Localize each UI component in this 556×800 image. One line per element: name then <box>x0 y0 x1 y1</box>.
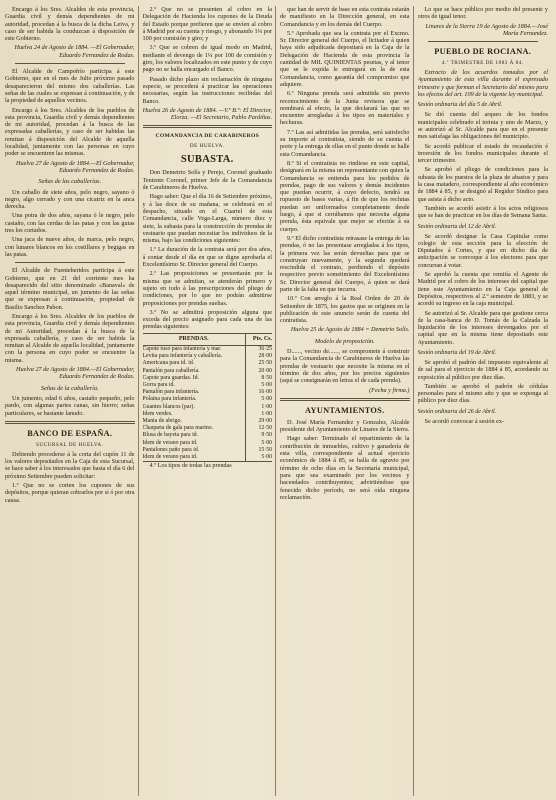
column-container <box>5 6 551 796</box>
paragraph: Un caballo de siete años, pelo negro, sayano ó negro, algo cerrado y con una cicatriz en la anca derecha. <box>5 188 135 211</box>
table-cell-item: Guantes blancos (par). <box>142 403 195 410</box>
paragraph: D. José María Fernandez y Gonzalez, Alcalde presidente del Ayuntamiento de Linares de la Sierra. <box>280 418 410 434</box>
paragraph: 3.º No se admitirá proposición alguna que exceda del precio asignado para cada una de las prendas siguientes: <box>142 308 272 331</box>
paragraph: 4.º Los tipos de todas las prendas <box>149 462 232 470</box>
paragraph: 2.º Las proposiciones se presentarán por la misma que se admitan, se atenderán primero y sujeto en todo á las prescripciones del pliego de condiciones, por lo que no podrán admitirse proposiciones por prendas sueltas. <box>142 270 272 307</box>
paragraph: Pasado dicho plazo sin reclamación de ninguna especie, se procederá á practicar las operaciones necesarias, según las instrucciones recibidas del Banco. <box>142 75 272 105</box>
table-body <box>143 345 273 461</box>
section-subtitle: 4.º TRIMESTRE DE 1883 Á 84. <box>441 60 524 67</box>
section-heading: AYUNTAMIENTOS. <box>305 405 385 415</box>
section-subtitle: DE HUELVA. <box>189 143 225 150</box>
table-row <box>143 411 273 418</box>
paragraph: Debiendo procederse á la corta del cupón 11 de los valores depositados en la Caja de esta Sucursal, se hace saber á los interesados que hasta el día 6 del próximo Setiembre pueden solicitar: <box>5 450 135 480</box>
paragraph: Don Demetrio Solís y Perejo, Coronel graduado Teniente Coronel, primer Jefe de la Comandancia de Carabineros de Huelva. <box>142 169 272 192</box>
table-row <box>143 345 273 353</box>
session-heading: Sesión ordinaria del 19 de Abril. <box>417 349 497 356</box>
section-subtitle: SUCURSAL DE HUELVA. <box>36 441 104 448</box>
paragraph: El Alcalde de Campofrío participa á este Gobierno, que en el mes de Julio próximo pasado desaparecieron del mismo dos caballerías. Las señas de las cuales se expresan á continuación, y de la propiedad de aquellos vecinos. <box>5 68 135 105</box>
table-row <box>143 440 273 447</box>
column-4 <box>418 6 551 796</box>
paragraph: Una jaca de nueve años, de marca, pelo negro, con lunares blancos en los costillares y begigas en las patas. <box>5 236 135 258</box>
paragraph: También se aprobó el padrón de cédulas personales para el mismo año y que se exponga al público por diez días. <box>417 382 548 405</box>
paragraph: 7.º Las así admitidas las prendas, será satisfecho su importe al contratista, siendo de su cuenta el porte y la entrega de ellas en el punto donde se halle esta Comandancia. <box>280 128 410 158</box>
table-row <box>143 418 273 425</box>
table-cell-item: Manta de abrigo. <box>142 417 182 424</box>
paragraph: Se acordó convocar á sesión ex- <box>424 417 505 425</box>
signature: Linares de la Sierra 19 de Agosto de 1884.—José María Fernandez. <box>425 22 548 37</box>
paragraph: Lo que se hace público por medio del presente y otros de igual tenor. <box>417 6 548 21</box>
table-cell-price: 9·50 <box>246 432 273 439</box>
paragraph: Una potra de dos años, sayana ó le negro, pelo castaño, con las cerdas de las patas y con las guias tres los cortados. <box>5 212 135 235</box>
paragraph: 6.º Ninguna prenda será admitida sin previo reconocimiento de la Junta revisora que se nombrará al efecto, la que declarará las que no encuentre arregladas á los tipos en materiales y hechuras. <box>280 90 410 127</box>
table-cell-item: Idem verdes. <box>142 410 173 417</box>
column-1 <box>5 6 139 796</box>
table-cell-price: 25·50 <box>246 360 273 367</box>
table-cell-price: 5·00 <box>246 396 273 403</box>
table-cell-price: 20·00 <box>246 368 273 375</box>
table-cell-price: 5·00 <box>246 454 273 462</box>
paragraph: Encargo á los Sres. Alcaldes de esta provincia, Guardia civil y demás dependientes de mi autoridad, procedan á la busca de la dicha Leiva, y caso de ser habida la conduzcan á disposición de este Gobierno. <box>5 6 135 43</box>
table-cell-price: 29·00 <box>246 418 273 425</box>
session-heading: Sesión ordinaria del 26 de Abril. <box>417 408 497 415</box>
paragraph: 5.º Aprobada que sea la contrata por el Excmo. Sr. Director general del Cuerpo, el licitador á quien haya sido adjudicada depositará en la Caja de la Delegación de Hacienda de esta provincia la cantidad de MIL QUINIENTAS pesetas, y al tenor que se le expida le entregará en la de esta Comandancia, como garantía del compromiso que adquiere. <box>280 29 410 88</box>
table-cell-item: Gorra para id. <box>142 381 175 388</box>
divider <box>15 63 125 64</box>
paragraph: 8.º Si el contratista no rindiese en este capital, designará en la misma un representante con quien la Comandancia se entienda para los pedidos de prendas, pago de sus valores y demás incidentes que puedan ocurrir, á cuyo defecto, tendrá su rupuesto de bases varias, á fin de que los reclutas puedan ser uniformados completamente desde luego, á que si cerrábamos que necesita alguna prenda, ésta equivale que mejor se efectúe á su cuerpo. <box>280 159 410 233</box>
paragraph: que han de servir de base en esta contrata estarán de manifiesto en la Dirección general, en esta Comandancia y en los demás del Cuerpo. <box>280 6 410 28</box>
table-cell-item: Pantalón para caballería. <box>142 367 200 374</box>
section-heading: COMANDANCIA DE CARABINEROS <box>155 133 260 140</box>
table-cell-price: 28·00 <box>246 353 273 360</box>
table-cell-item: Idem de verano para id. <box>142 453 198 460</box>
paragraph: 3.º Que se cobren de igual modo en Madrid, mediante el devengo de 1¼ por 100 de comisión y giro, los valores localizados en este punto y de cuyo pago no se halla encargado el Banco. <box>142 44 272 74</box>
table-cell-item: Pantalón para infantería. <box>142 389 200 396</box>
table-cell-price: 12·50 <box>246 425 273 432</box>
section-heading: SUBASTA. <box>180 154 234 166</box>
table-cell-price: 5·00 <box>246 382 273 389</box>
paragraph: Se acordó publicar el estado de recaudación é inversión de los fondos municipales durante el tercer trimestre. <box>417 142 548 165</box>
signature: Huelva 27 de Agosto de 1884.—El Gobernador, Eduardo Fernandez de Rodas. <box>16 366 135 381</box>
table-row <box>143 404 273 411</box>
table-cell-item: Polaina para infantería. <box>142 396 197 403</box>
paragraph: Se autorizó al Sr. Alcalde para que gestione cerca de la casa-banca de D. Tomás de la Calzada la liquidación de los intereses devengados por el capital que en la misma tiene depositado este Ayuntamiento. <box>417 309 548 346</box>
table-row <box>143 375 273 382</box>
section-subheading: Señas de las caballerías. <box>38 178 102 186</box>
table-cell-price: 1·00 <box>246 411 273 418</box>
table-row <box>143 396 273 403</box>
paragraph: 2.º Que no se presenten al cobro en la Delegación de Hacienda los cupones de la Deuda del Estado porque prefieren que se envíen al cobro á Madrid por su cuenta y riesgo, y abonando 1¼ por 100 por comisión y giro; y <box>142 6 272 43</box>
table-header-item: PRENDAS. <box>143 333 246 345</box>
table-cell-item: Blusa de bayeta para id. <box>142 432 199 439</box>
column-3 <box>280 6 414 796</box>
signature: Huelva 24 de Agosto de 1884. —El Gobernador, Eduardo Fernandez de Rodas. <box>14 44 135 59</box>
paragraph: 1.º La duración de la contrata será por dos años, á contar desde el día en que se digne aprobarla el Excelentísimo Sr. Director general del Cuerpo. <box>142 246 272 269</box>
table-row <box>143 454 273 462</box>
paragraph: Hago saber: Terminado el repartimiento de la contribución de inmuebles, cultivo y ganadería de esta villa, correspondiente al actual ejercicio económico de 1884 á 85, se halla de agravio por término de ocho días en la Secretaría municipal, para que sea examinado por los vecinos y hacendados contribuyentes; advirtiéndose que fenecido dicho período, no será oída ninguna reclamación. <box>280 435 410 501</box>
table-header-price: Pts. Cs. <box>246 333 273 345</box>
section-heading: BANCO DE ESPAÑA. <box>27 428 113 438</box>
divider <box>280 398 410 401</box>
table-row <box>143 360 273 367</box>
paragraph: Encargo á los Sres. Alcaldes de los pueblos de esta provincia, Guardia civil y demás dependientes de mi autoridad, procedan á la busca de las expresadas caballerías, y caso de ser habidas las remitan á disposición del Alcalde de aquella localidad, juntamente con las personas en cuyo poder se encuentren las mismas. <box>5 106 135 158</box>
table-cell-price: 15·50 <box>246 447 273 454</box>
section-subheading: Modelo de proposición. <box>314 337 375 345</box>
signature: Huelva 25 de Agosto de 1884 = Demetrio Solís. <box>290 326 410 334</box>
signature: Huelva 26 de Agosto de 1884. —V.º B.º: El Director, Elorza. —El Secretario, Pablo Pardiñas. <box>142 106 272 122</box>
table-cell-item: Levita para infantería y caballería. <box>142 353 223 360</box>
table-cell-item: Chaqueta de gala para marino. <box>142 425 214 432</box>
table-header-row <box>143 333 273 345</box>
divider <box>428 41 538 42</box>
section-subheading: Señas de la caballería. <box>40 384 99 392</box>
table-cell-item: Capote ruso para infantería y mar. <box>142 345 222 352</box>
session-heading: Sesión ordinaria del 12 de Abril. <box>417 223 497 230</box>
signature: Huelva 27 de Agosto de 1884.—El Gobernador, Eduardo Fernandez de Rodas. <box>16 159 135 174</box>
table-cell-item: Pantalones paño para id. <box>142 446 200 453</box>
paragraph: 10.º Con arreglo á la Real Orden de 20 de Setiembre de 1875, los gastos que se originen en la publicación de este anuncio serán de cuenta del contratista. <box>280 295 410 325</box>
paragraph: Hago saber: Que el día 16 de Setiembre próximo, y á las doce de su mañana, se celebrará en el despacho, situado en el Cuartel de esta Comandancia, calle Vega-Larga, número diez y siete, la subasta para la construcción de prendas de vestuario que puedan necesitar los individuos de la misma, bajo las condiciones siguientes: <box>142 193 273 245</box>
table-cell-price: 36·25 <box>246 345 273 353</box>
divider <box>143 125 273 128</box>
table-row <box>143 432 273 439</box>
prices-table <box>143 333 273 462</box>
table-cell-item: Idem de verano para id. <box>142 439 198 446</box>
column-2 <box>143 6 277 796</box>
divider <box>15 262 125 263</box>
table-row <box>143 447 273 454</box>
paragraph: También se acordó asistir á los actos religiosos que se han de practicar en los días de Semana Santa. <box>417 204 548 220</box>
paragraph: Se aprobó la cuenta que remitía el Agente de Madrid por el cobro de los intereses del capital que tiene este Ayuntamiento en la Caja general de Depósitos, respectivos al 2.º semestre de 1883, y se acordó su ingreso en la caja municipal. <box>417 271 548 308</box>
paragraph: 1.º Que no se corten los cupones de sus depósitos, porque quieran cobrarlos por sí ó por otra causa. <box>5 482 135 504</box>
paragraph: Encargo á los Sres. Alcaldes de los pueblos de esta provincia, Guardia civil y demás dependientes de mi Autoridad, procedan á la busca de la expresada caballería, y caso de ser habida la remitan al Alcalde de aquella localidad, juntamente con la persona en cuyo poder se encuentre la misma. <box>5 312 135 364</box>
table-cell-price: 16·00 <box>246 389 273 396</box>
paragraph: Se acordó designar la Casa Capitular como colegio de esta sección para la elección de Diputados á Cortes, y que en dicho día de anticipación se convoque á los electores para que concurran á votar. <box>417 232 548 269</box>
table-cell-price: 8·50 <box>246 375 273 382</box>
table-cell-item: Capote para guardas. Id. <box>142 374 199 381</box>
session-heading: Sesión ordinaria del día 5 de Abril. <box>417 102 503 109</box>
table-row <box>143 425 273 432</box>
paragraph: Se aprobó el padrón del impuesto equivalente al de sal para el ejercicio de 1884 á 85, acordando su exposición al público por diez días. <box>417 358 548 381</box>
paragraph: Extracto de los acuerdos tomados por el Ayuntamiento de esta villa durante el expresado trimestre y que forman el Secretario del mismo para los efectos del art. 109 de la vigente ley municipal. <box>417 69 548 99</box>
paragraph: Se aprobó el pliego de condiciones para la subasta de los puestos de la plaza de abastos y para la casa matadero, correspondiente al año económico de 1884 á 85, y se designó al Regidor Síndico para que asista á dicho acto. <box>417 166 548 203</box>
paragraph: D......, vecino de......, se compromete á construir para la Comandancia de Carabineros de Huelva las prendas de vestuario que necesite la misma en el término de dos años, por los precios siguientes (aquí se consignarán en letras el de cada prenda). <box>280 348 410 385</box>
table-cell-price: 5·00 <box>246 440 273 447</box>
paragraph: 9.º El dicho contratista retrasase la entrega de las prendas, ó no las presentase arregladas á los tipos, la primera vez las serán devueltas para que se construyan nuevamente, y la segunda quedará rescindida el contrato, perdiendo el depósito respectivo previo sometimiento del Excelentísimo Sr. Director general del Cuerpo, á quien se dará parte de la falta en que incurra. <box>280 234 410 293</box>
section-heading: PUEBLO DE ROCIANA. <box>434 47 532 57</box>
table-cell-price: 1·00 <box>246 404 273 411</box>
paragraph: Un jumento, edad 6 años, castaño pequeño, pelo pardo, con algunas partes canas, sin hierro; señas particulares, se bastante lanudo. <box>5 394 135 417</box>
table-row <box>143 368 273 375</box>
divider <box>5 421 135 424</box>
table-cell-item: Americana para id. id. <box>142 360 195 367</box>
paragraph: El Alcalde de Fuenteheridos participa á este Gobierno, que en 21 del corriente mes ha desaparecido del sitio denominado «Banaval» de aquel término municipal, un jumento de las señas que se expresan á continuación, propiedad de Basilio Sanchez Pabon. <box>5 267 135 311</box>
paragraph: Se dió cuenta del arqueo de los fondos municipales celebrado el treinta y uno de Marzo, y se autorizó al Sr. Alcalde para que en el presente mes satisfaga las obligaciones del municipio. <box>417 111 548 141</box>
signature: (Fecha y firma.) <box>369 386 410 394</box>
table-row <box>143 353 273 360</box>
